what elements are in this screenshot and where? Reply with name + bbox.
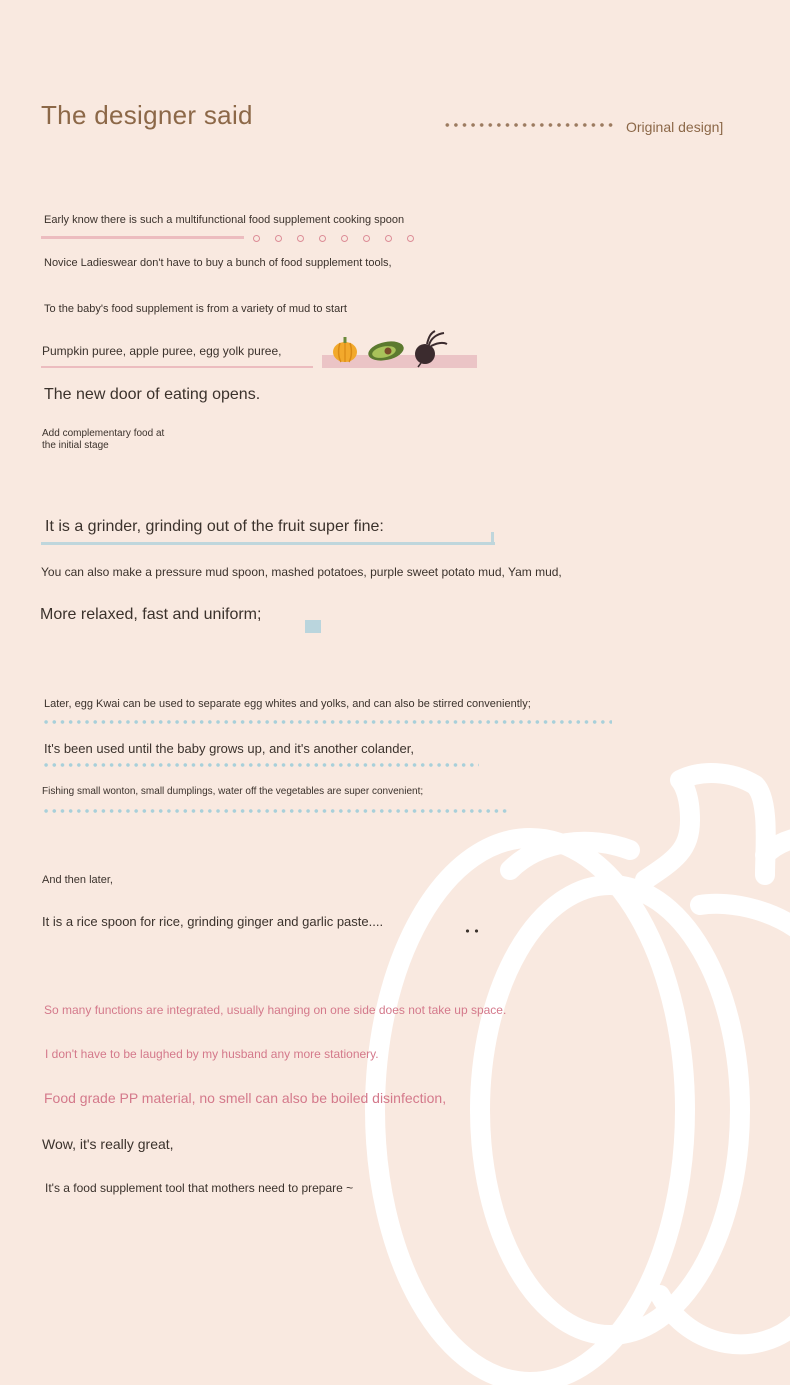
- avocado-icon: [366, 339, 406, 363]
- pink-text-line: Food grade PP material, no smell can also be boiled disinfection,: [44, 1090, 447, 1106]
- ring-dot: [319, 235, 326, 242]
- text-line: It's been used until the baby grows up, and it's another colander,: [44, 741, 414, 756]
- ring-dot: [363, 235, 370, 242]
- ring-dot: [253, 235, 260, 242]
- page-title: The designer said: [41, 100, 253, 130]
- pink-underline: [41, 236, 244, 239]
- text-line: Wow, it's really great,: [42, 1136, 174, 1152]
- blue-underline: [41, 542, 495, 545]
- ring-dot: [297, 235, 304, 242]
- text-line: It is a rice spoon for rice, grinding ginger and garlic paste....: [42, 914, 384, 929]
- pink-text-line: So many functions are integrated, usually hanging on one side does not take up space.: [44, 1003, 507, 1017]
- text-line: And then later,: [42, 874, 113, 886]
- text-line: More relaxed, fast and uniform;: [40, 606, 262, 623]
- ring-dot: [341, 235, 348, 242]
- pumpkin-outline-decoration: [360, 760, 790, 1385]
- text-line: Early know there is such a multifunctional food supplement cooking spoon: [44, 214, 405, 226]
- text-line: To the baby's food supplement is from a variety of mud to start: [44, 303, 347, 315]
- text-line: Add complementary food at: [42, 428, 165, 439]
- blue-dotted-line: [42, 762, 479, 768]
- dark-dots: [463, 927, 483, 935]
- text-line: It is a grinder, grinding out of the fruit super fine:: [45, 518, 384, 535]
- beet-icon: [411, 330, 449, 368]
- text-line: Later, egg Kwai can be used to separate egg whites and yolks, and can also be stirred conveniently;: [44, 698, 531, 710]
- pink-underline: [41, 366, 313, 368]
- blue-dotted-line: [42, 719, 612, 725]
- text-line: the initial stage: [42, 440, 109, 451]
- pumpkin-icon: [330, 335, 360, 365]
- pink-text-line: I don't have to be laughed by my husband any more stationery.: [45, 1047, 379, 1061]
- blue-underline-tick: [491, 532, 494, 544]
- text-line: Fishing small wonton, small dumplings, water off the vegetables are super convenient;: [42, 786, 424, 797]
- ring-dot: [407, 235, 414, 242]
- ring-dot: [275, 235, 282, 242]
- text-line: It's a food supplement tool that mothers need to prepare ~: [45, 1181, 354, 1195]
- dotted-divider: [443, 120, 613, 130]
- ring-dot: [385, 235, 392, 242]
- text-line: You can also make a pressure mud spoon, mashed potatoes, purple sweet potato mud, Yam mud,: [41, 565, 562, 579]
- pink-ring-row: [253, 235, 414, 245]
- text-line: The new door of eating opens.: [44, 386, 261, 403]
- blue-dotted-line: [42, 808, 509, 814]
- original-design-label: Original design]: [626, 119, 724, 135]
- blue-square: [305, 620, 321, 633]
- text-line: Pumpkin puree, apple puree, egg yolk puree,: [42, 344, 282, 358]
- text-line: Novice Ladieswear don't have to buy a bunch of food supplement tools,: [44, 257, 392, 269]
